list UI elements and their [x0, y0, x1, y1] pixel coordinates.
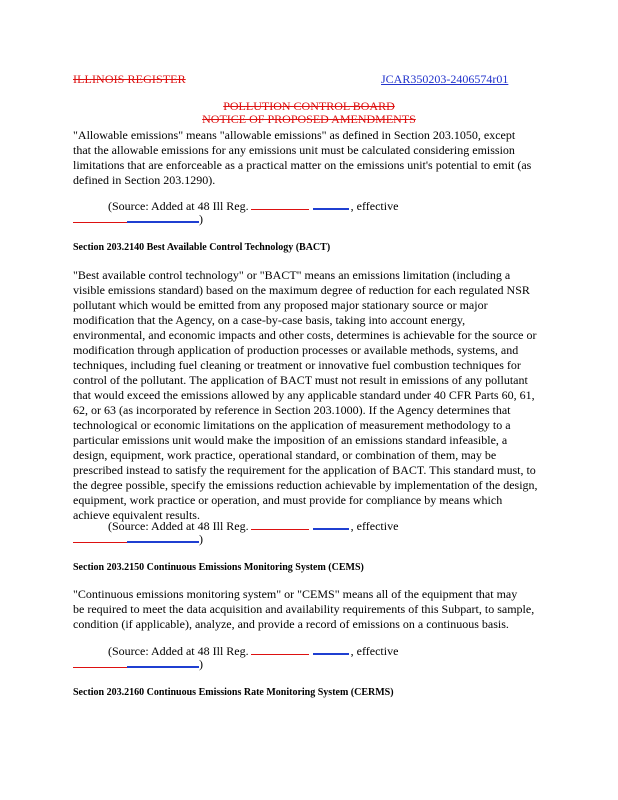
- insertion-blank: [313, 645, 349, 655]
- section-heading-bact: Section 203.2140 Best Available Control Technology (BACT): [73, 242, 331, 253]
- insertion-blank: [251, 201, 309, 210]
- text-line: that would exceed the emissions allowed by any applicable standard under 40 CFR Parts 60, 61,: [73, 388, 535, 402]
- text-line: limitations that are enforceable as a practical matter on the emissions unit's potential to emit (as: [73, 158, 532, 172]
- insertion-blank: [73, 534, 127, 543]
- text-line: achieve equivalent results.: [73, 508, 200, 522]
- source-suffix: , effective: [350, 644, 399, 658]
- text-line: techniques, including fuel cleaning or treatment or innovative fuel combustion techniques for: [73, 358, 521, 372]
- definition-cems: [73, 587, 603, 632]
- insertion-blank: [127, 213, 199, 223]
- definition-allowable-emissions: [73, 128, 603, 188]
- text-line: design, equipment, work practice, operational standard, or combination of them, may be: [73, 448, 497, 462]
- source-prefix: (Source: Added at 48 Ill Reg.: [108, 644, 249, 658]
- text-line: control of the pollutant. The application of BACT must not result in emissions of any pollutant: [73, 373, 528, 387]
- section-heading-cems: Section 203.2150 Continuous Emissions Monitoring System (CEMS): [73, 562, 364, 573]
- text-line: that the allowable emissions for any emissions unit must be calculated considering emission: [73, 143, 515, 157]
- insertion-blank: [251, 646, 309, 655]
- text-line: condition (if applicable), analyze, and provide a record of emissions on a continuous basis.: [73, 617, 509, 631]
- insertion-blank: [251, 521, 309, 530]
- text-line: prescribed instead to satisfy the requirement for the application of BACT. This standard must, to: [73, 463, 536, 477]
- text-line: the degree possible, specify the emissions reduction achievable by implementation of the design,: [73, 478, 538, 492]
- source-prefix: (Source: Added at 48 Ill Reg.: [108, 199, 249, 213]
- source-close: ): [199, 212, 203, 226]
- text-line: modification that the Agency, on a case-by-case basis, taking into account energy,: [73, 313, 466, 327]
- insertion-blank: [127, 658, 199, 668]
- notice-title: NOTICE OF PROPOSED AMENDMENTS: [202, 112, 416, 126]
- section-heading-cerms: Section 203.2160 Continuous Emissions Rate Monitoring System (CERMS): [73, 687, 394, 698]
- text-line: defined in Section 203.1290).: [73, 173, 216, 187]
- source-note-tail: [73, 657, 203, 672]
- text-line: technological or economic limitations on the application of measurement methodology to a: [73, 418, 511, 432]
- text-line: visible emissions standard) based on the maximum degree of reduction for each regulated NSR: [73, 283, 530, 297]
- text-line: 62, or 63 (as incorporated by reference in Section 203.1000). If the Agency determines that: [73, 403, 511, 417]
- source-note-tail: [73, 532, 203, 547]
- source-close: ): [199, 532, 203, 546]
- insertion-blank: [313, 200, 349, 210]
- insertion-blank: [127, 533, 199, 543]
- source-suffix: , effective: [350, 199, 399, 213]
- source-note-tail: [73, 212, 203, 227]
- text-line: particular emissions unit would make the imposition of an emissions standard infeasible, a: [73, 433, 508, 447]
- insertion-blank: [73, 214, 127, 223]
- source-suffix: , effective: [350, 519, 399, 533]
- jcar-reference: JCAR350203-2406574r01: [381, 72, 509, 86]
- text-line: equipment, work practice or operation, and must provide for compliance by means which: [73, 493, 503, 507]
- text-line: modification through application of production processes or available methods, systems, and: [73, 343, 519, 357]
- insertion-blank: [313, 520, 349, 530]
- text-line: "Continuous emissions monitoring system" or "CEMS" means all of the equipment that may: [73, 587, 518, 601]
- register-header: ILLINOIS REGISTER: [73, 72, 186, 86]
- insertion-blank: [73, 659, 127, 668]
- source-close: ): [199, 657, 203, 671]
- source-prefix: (Source: Added at 48 Ill Reg.: [108, 519, 249, 533]
- agency-title: POLLUTION CONTROL BOARD: [223, 99, 395, 113]
- text-line: "Allowable emissions" means "allowable emissions" as defined in Section 203.1050, except: [73, 128, 516, 142]
- text-line: "Best available control technology" or "BACT" means an emissions limitation (including a: [73, 268, 511, 282]
- text-line: environmental, and economic impacts and other costs, determines is achievable for the source or: [73, 328, 537, 342]
- definition-bact: [73, 268, 603, 523]
- text-line: be required to meet the data acquisition and availability requirements of this Subpart, to sample,: [73, 602, 535, 616]
- text-line: pollutant which would be emitted from any proposed major stationary source or major: [73, 298, 488, 312]
